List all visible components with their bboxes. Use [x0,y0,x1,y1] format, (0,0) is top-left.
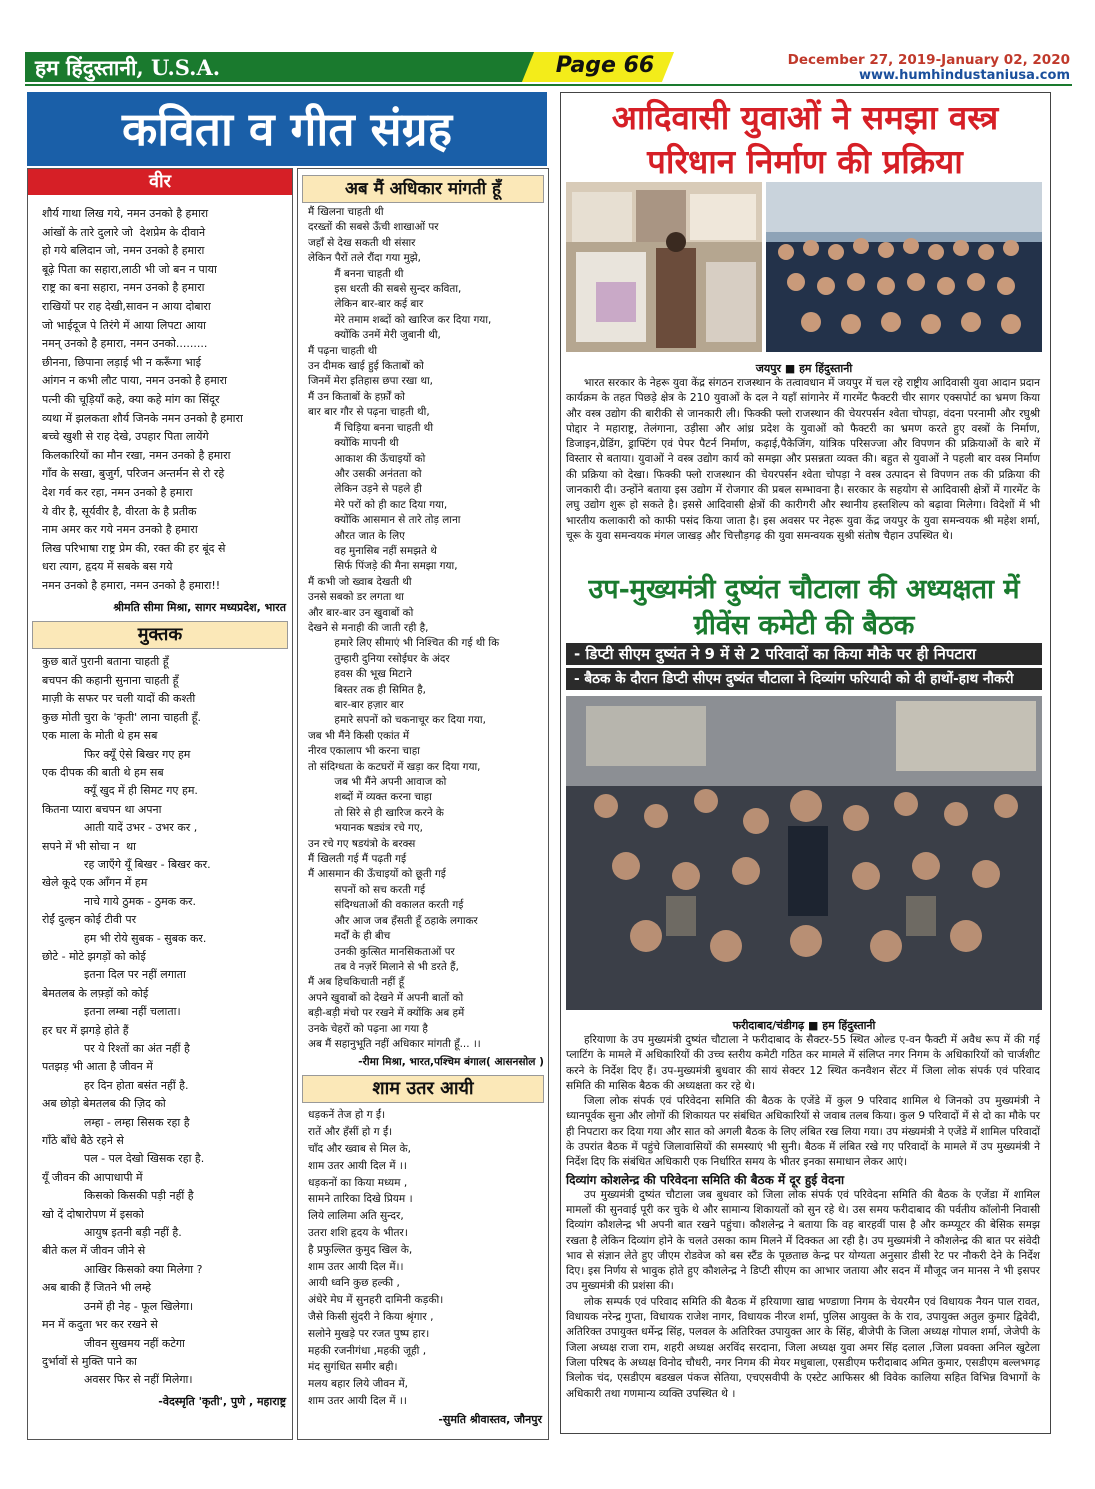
article2-subhead-1: - डिप्टी सीएम दुष्यंत ने 9 में से 2 परिवादों का किया मौके पर ही निपटारा [566,643,1042,665]
poem-heading-adhikar: अब मैं अधिकार मांगती हूँ [302,175,544,203]
article1-body: भारत सरकार के नेहरू युवा केंद्र संगठन राजस्थान के तत्वावधान में जयपुर में चल रहे राष्ट्रीय आदिवासी युवा आदान प्रदान कार्यक्रम के तहत पिछड़े क्षेत्र के 210 युवाओं के दल ने यहाँ सांगानेर में गारमेंट फैक्टरी चीर सागर एक्सपोर्ट का भ्रमण किया और वस्त्र उद्योग की बारीकी से जानकारी ली। फिक्की फ्लो राजस्थान की चेयरपर्सन श्वेता चोपड़ा, वंदना परनामी और रघुश्री पोद्दार ने महाराष्ट्र, तेलंगाना, उड़ीसा और आंध्र प्रदेश के युवाओं को फैक्टरी का भ्रमण करते हुए वस्त्रों के निर्माण, डिजाइन,ग्रेडिंग, ड्राफ्टिंग एवं पेपर पैटर्न निर्माण, कढ़ाई,पैकेजिंग, यांत्रिक परिसज्जा और विपणन की प्रक्रियाओं के बारे में विस्तार से बताया। युवाओं ने वस्त्र उद्योग कार्य को समझा और प्रसन्नता व्यक्त की। बहुत से युवाओं ने पहली बार वस्त्र निर्माण की प्रक्रिया को देखा। फिक्की फ्लो राजस्थान की चेयरपर्सन श्वेता चोपड़ा ने वस्त्र उत्पादन से विपणन तक की प्रक्रिया की जानकारी दी। उन्होंने बताया इस उद्योग में रोजगार की प्रबल सम्भावना है। सरकार के सहयोग से आदिवासी क्षेत्रों में गारमेंट के लघु उद्योग शुरू हो सकते है। इससे आदिवासी क्षेत्रों की कारीगरी और स्थानीय हस्तशिल्प को बढ़ावा मिलेगा। विदेशों में भी भारतीय कलाकारी को काफी पसंद किया जाता है। इस अवसर पर नेहरू युवा केंद्र जयपुर के युवा समन्वयक श्री महेश शर्मा, चूरू के युवा समन्वयक मंगल जाखड़ और चित्तौड़गढ़ की युवा समन्वयक सुश्री संतोष चैहान उपस्थित थे। [566,377,1040,542]
poem-heading-shaam: शाम उतर आयी [302,1075,544,1103]
header-rule [25,84,1072,86]
poem-muktak-credit: -वेदस्मृति 'कृती', पुणे , महाराष्ट्र [158,1394,286,1408]
poem-column-left [27,168,293,1440]
article2-headline: उप-मुख्यमंत्री दुष्यंत चौटाला की अध्यक्षता में ग्रीवेंस कमेटी की बैठक [588,574,1020,641]
website-link[interactable]: www.humhindustaniusa.com [858,68,1070,83]
article1-headline: आदिवासी युवाओं ने समझा वस्त्र परिधान निर्माण की प्रक्रिया [611,98,999,181]
article1-dateline: जयपुर ■ हम हिंदुस्तानी [755,362,853,375]
article2-photo [566,696,1042,1010]
article1-photo-right [766,182,1042,352]
issue-date: December 27, 2019-January 02, 2020 [787,52,1070,68]
poem-veer-credit: श्रीमति सीमा मिश्रा, सागर मध्यप्रदेश, भारत [113,601,286,615]
poem-shaam-credit: -सुमति श्रीवास्तव, जौनपुर [438,1412,542,1426]
paper-name: हम हिंदुस्तानी, U.S.A. [35,55,221,80]
poem-shaam-text: धड़कनें तेज हो ग ईं। रातें और हँसीं हो ग ईं। चाँद और ख्वाब से मिल के, शाम उतर आयी दिल में ।। धड़कनों का किया मध्यम , सामने तारिका दिखे प्रियम । लिये लालिमा अति सुन्दर, उतरा शशि हृदय के भीतर। है प्रफुल्लित कुमुद खिल के, शाम उतर आयी दिल में।। आयी ध्वनि कुछ हल्की , अंधेरे मेघ में सुनहरी दामिनी कड़की। जैसे किसी सुंदरी ने किया श्रृंगार , सलोने मुखड़े पर रजत पुष्प हार। महकी रजनीगंधा ,महकी जूही , मंद सुगंधित समीर बही। मलय बहार लिये जीवन में, शाम उतर आयी दिल में ।। [308,1109,444,1407]
article1-photo-left [566,182,762,352]
poem-veer-text: शौर्य गाथा लिख गये, नमन उनको है हमारा आंखों के तारे दुलारे जो देशप्रेम के दीवाने हो गये बलिदान जो, नमन उनको है हमारा बूढ़े पिता का सहारा,लाठी भी जो बन न पाया राष्ट्र का बना सहारा, नमन उनको है हमारा राखियों पर राह देखी,सावन न आया दोबारा जो भाईदूज पे तिरंगे में आया लिपटा आया नमन् उनको है हमारा, नमन उनको......... छीनना, छिपाना लड़ाई भी न करूँगा भाई आंगन न कभी लौट पाया, नमन उनको है हमारा पत्नी की चूड़ियाँ कहे, क्या कहे मांग का सिंदूर व्यथा में झलकता शौर्य जिनके नमन उनको है हमारा बच्चे खुशी से राह देखे, उपहार पिता लायेंगे किलकारियों का मौन रखा, नमन उनको है हमारा गाँव के सखा, बुजुर्ग, परिजन अन्तर्मन से रो रहे देश गर्व कर रहा, नमन उनको है हमारा ये वीर है, सूर्यवीर है, वीरता के है प्रतीक नाम अमर कर गये नमन उनको है हमारा लिख परिभाषा राष्ट्र प्रेम की, रक्त की हर बूंद से धरा त्याग, हृदय में सबके बस गये नमन उनको है हमारा, नमन उनको है हमारा!! [42,207,243,592]
article2-text [566,1033,1040,1402]
article2-para-4: लोक सम्पर्क एवं परिवाद समिति की बैठक में हरियाणा खाद्य भण्डाणा निगम के चेयरमैन एवं विधायक नैयन पाल रावत, विधायक नरेन्द्र गुप्ता, विधायक राजेश नागर, विधायक नीरज शर्मा, पुलिस आयुक्त के के राव, उपायुक्त अतुल कुमार द्विवेदी, अतिरिक्त उपायुक्त धर्मेन्द्र सिंह, पलवल के अतिरिक्त उपायुक्त आर के सिंह, बीजेपी के जिला अध्यक्ष गोपाल शर्मा, जेजेपी के जिला अध्यक्ष राजा राम, शहरी अध्यक्ष अरविंद सरदाना, जिला अध्यक्ष युवा अमर सिंह दलाल ,जिला प्रवक्ता अनिल खुटेला जिला परिषद के अध्यक्ष विनोद चौधरी, नगर निगम की मेयर मधुबाला, एसडीएम फरीदाबाद अमित कुमार, एसडीएम बल्लभगढ़ त्रिलोक चंद, एसडीएम बडखल पंकज सेतिया, एचएसवीपी के एस्टेट आफिसर श्री विवेक कालिया सहित विभिन्न विभागों के अधिकारी तथा गणमान्य व्यक्ति उपस्थित थे । [566,1295,1040,1400]
poem-heading-veer: वीर [28,169,292,195]
article2-para-1: हरियाणा के उप मुख्यमंत्री दुष्यंत चौटाला ने फरीदाबाद के सैक्टर-55 स्थित ओल्ड ए-वन फैक्टी में अवैध रूप में की गई प्लाटिंग के मामले में अधिकारियों की उच्च स्तरीय कमेटी गठित कर मामले में संलिप्त नगर निगम के अधिकारियों को चार्जशीट करने के निर्देश दिए हैं। उप-मुख्यमंत्री बुधवार की सायं सेक्टर 12 स्थित कनवैशन सेंटर में जिला लोक संपर्क एवं परिवाद समिति की मासिक बैठक की अध्यक्षता कर रहे थे। [566,1034,1040,1092]
article2-subhead-2: - बैठक के दौरान डिप्टी सीएम दुष्यंत चौटाला ने दिव्यांग फरियादी को दी हाथों-हाथ नौकरी [566,668,1042,690]
article2-para-2: जिला लोक संपर्क एवं परिवेदना समिति की बैठक के एजेंडे में कुल 9 परिवाद शामिल थे जिनको उप मुख्यमंत्री ने ध्यानपूर्वक सुना और लोगों की शिकायत पर संबंधित अधिकारियों से जवाब तलब किया। कुल 9 परिवादों में से दो का मौके पर ही निपटारा कर दिया गया और सात को अगली बैठक के लिए लंबित रख लिया गया। उप मंख्यमंत्री ने एजेंडे में शामिल परिवादों के उपरांत बैठक में पहुंचे जिलावासियों की समस्याएं भी सुनी। बैठक में लंबित रखे गए परिवादों के मामले में उप मुख्यमंत्री ने निर्देश दिए कि संबंधित अधिकारी एक निर्धारित समय के भीतर इनका समाधान लेकर आएं। [566,1095,1040,1169]
poem-column-right [297,168,549,1440]
poem-adhikar-credit: -रीमा मिश्रा, भारत,पश्चिम बंगाल( आसनसोल ) [358,1056,544,1069]
article2-para-3: उप मुख्यमंत्री दुष्यंत चौटाला जब बुधवार को जिला लोक संपर्क एवं परिवेदना समिति की बैठक के एजेंडा में शामिल मामलों की सुनवाई पूरी कर चुके थे और सामान्य शिकायतों को सुन रहे थे। उस समय फरीदाबाद की पर्वतीय कॉलोनी निवासी दिव्यांग कौशलेन्द्र भी अपनी बात रखने पहुंचा। कौशलेन्द्र ने बताया कि वह बारहवीं पास है और कम्प्यूटर की बेसिक समझ रखता है लेकिन दिव्यांग होने के चलते उसका काम मिलने में दिक्कत आ रही है। उप मुख्यमंत्री ने कौशलेन्द्र की बात पर संवेदी भाव से संज्ञान लेते हुए जीएम रोडवेज को बस स्टैंड के पूछताछ केन्द्र पर योग्यता अनुसार डीसी रेट पर नौकरी देने के निर्देश दिए। इस निर्णय से भावुक होते हुए कौशलेन्द्र ने डिप्टी सीएम का आभार जताया और सदन में मौजूद जन मानस ने भी इसपर उप मुख्यमंत्री की प्रशंसा की। [566,1188,1040,1293]
poem-muktak-text: कुछ बातें पुरानी बताना चाहती हूँ बचपन की कहानी सुनाना चाहती हूँ माज़ी के सफर पर चली यादों की कश्ती कुछ मोती चुरा के 'कृती' लाना चाहती हूँ. एक माला के मोती थे हम सब फिर क्यूँ ऐसे बिखर गए हम एक दीपक की बाती थे हम सब क्यूँ खुद में ही सिमट गए हम. कितना प्यारा बचपन था अपना आती यादें उभर - उभर कर , सपने में भी सोचा न था रह जाएँगे यूँ बिखर - बिखर कर. खेले कूदे एक आँगन में हम नाचे गाये ठुमक - ठुमक कर. रोईं दुल्हन कोई टीवी पर हम भी रोये सुबक - सुबक कर. छोटे - मोटे झगड़ों को कोई इतना दिल पर नहीं लगाता बेमतलब के लफ़्ड़ों को कोई इतना लम्बा नहीं चलाता। हर घर में झगड़े होते हैं पर ये रिश्तों का अंत नहीं है पतझड़ भी आता है जीवन में हर दिन होता बसंत नहीं है. अब छोड़ो बेमतलब की ज़िद को लम्हा - लम्हा सिसक रहा है गाँठे बाँधे बैठे रहने से पल - पल देखो खिसक रहा है. यूँ जीवन की आपाधापी में किसको किसकी पड़ी नहीं है खो दें दोषारोपण में इसको आयुष इतनी बड़ी नहीं है. बीते कल में जीवन जीने से आखिर किसको क्या मिलेगा ? अब बाकी हैं जितने भी लम्हे उनमें ही नेह - फूल खिलेगा। मन में कदुता भर कर रखने से जीवन सुखमय नहीं कटेगा दुर्भावों से मुक्ति पाने का अवसर फिर से नहीं मिलेगा। [42,655,211,1387]
article2-dateline: फरीदाबाद/चंडीगढ़ ■ हम हिंदुस्तानी [732,1019,876,1032]
poem-heading-muktak: मुक्तक [32,621,288,649]
poem-adhikar-text: मैं खिलना चाहती थी दरख्तों की सबसे ऊँची शाखाओं पर जहाँ से देख सकती थी संसार लेकिन पैरों तले रौंदा गया मुझे, मैं बनना चाहती थी इस धरती की सबसे सुन्दर कविता, लेकिन बार-बार कई बार मेरे तमाम शब्दों को खारिज कर दिया गया, क्योंकि उनमें मेरी जुबानी थी, मैं पढ़ना चाहती थी उन दीमक खाई हुई किताबों को जिनमें मेरा इतिहास छपा रखा था, मैं उन किताबों के हर्फ़ों को बार बार गौर से पढ़ना चाहती थी, मैं चिड़िया बनना चाहती थी क्योंकि मापनी थी आकाश की ऊँचाइयों को और उसकी अनंतता को लेकिन उड़ने से पहले ही मेरे परों को ही काट दिया गया, क्योंकि आसमान से तारे तोड़ लाना औरत जात के लिए वह मुनासिब नहीं समझते थे सिर्फ पिंजड़े की मैना समझा गया, मैं कभी जो ख्वाब देखती थी उनसे सबको डर लगता था और बार-बार उन खुवाबों को देखने से मनाही की जाती रही है, हमारे लिए सीमाएं भी निश्चित की गई थी कि तुम्हारी दुनिया रसोईघर के अंदर हवस की भूख मिटाने बिस्तर तक ही सिमित है, बार-बार हज़ार बार हमारे सपनों को चकनाचूर कर दिया गया, जब भी मैंने किसी एकांत में नीरव एकालाप भी करना चाहा तो संदिग्धता के कटघरों में खड़ा कर दिया गया, जब भी मैंने अपनी आवाज को शब्दों में व्यक्त करना चाहा तो सिरे से ही खारिज करने के भयानक षड्यंत्र रचे गए, उन रचे गए षडयंत्रो के बरक्स मैं खिलती गई मैं पढ़ती गई मैं आसमान की ऊँचाइयों को छूती गई सपनों को सच करती गई संदिग्धताओं की वकालत करती गई और आज जब हँसती हूँ ठहाके लगाकर मर्दों के ही बीच उनकी कुत्सित मानसिकताओं पर तब वे नज़रें मिलाने से भी डरते हैं, मैं अब हिचकिचाती नहीं हूँ अपने खुवाबों को देखने में अपनी बातों को बड़ी-बड़ी मंचो पर रखने में क्योंकि अब हमें उनके चेहरों को पढ़ना आ गया है अब मैं सहानुभूति नहीं अधिकार मांगती हूँ... ।। [308,206,500,1050]
article2-subhead: दिव्यांग कोशलेन्द्र की परिवेदना समिति की बैठक में दूर हुई वेदना [566,1172,845,1187]
section-title: कविता व गीत संग्रह [27,92,547,166]
page-number: Page 66 [555,53,655,78]
